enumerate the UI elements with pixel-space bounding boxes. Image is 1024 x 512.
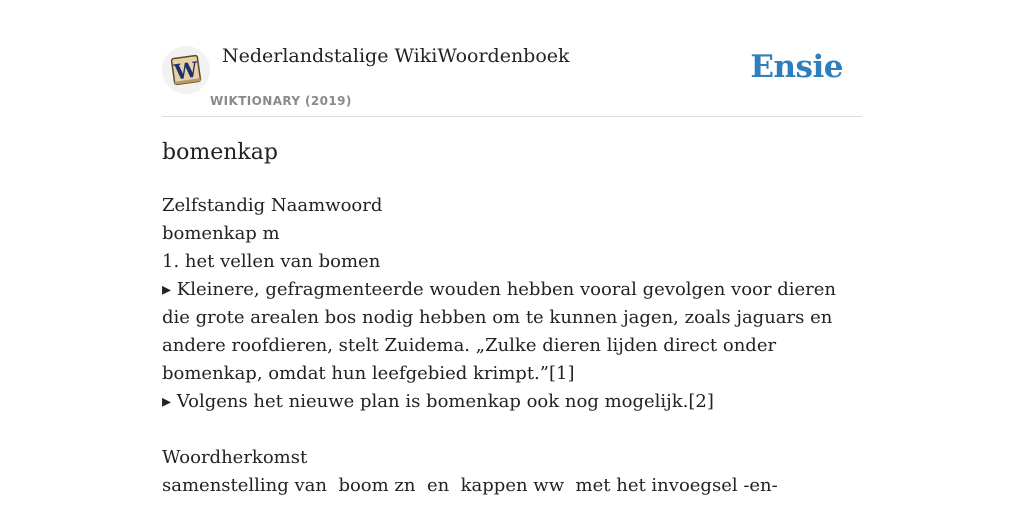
source-name[interactable]: Nederlandstalige WikiWoordenboek <box>222 45 570 67</box>
etymology-text: samenstelling van boom zn en kappen ww met het invoegsel -en- <box>162 475 778 496</box>
entry-title: bomenkap <box>162 140 278 165</box>
entry-body <box>162 192 862 500</box>
logo-letter: W <box>172 56 200 85</box>
page <box>162 0 862 512</box>
wiktionary-logo-icon[interactable] <box>162 46 210 94</box>
headword: bomenkap m <box>162 223 280 244</box>
source-header <box>162 0 862 117</box>
ensie-brand-logo[interactable]: Ensie <box>750 49 843 85</box>
wiktionary-logo-graphic <box>166 50 206 90</box>
example-sentence: ▸ Kleinere, gefragmenteerde wouden hebben vooral gevolgen voor dieren die grote arealen bos nodig hebben om te kunnen jagen, zoals jaguars en andere roofdieren, stelt Zuidema. „Zulke dieren lijden direct onder bomenkap, omdat hun leefgebied krimpt.”[1] <box>162 279 836 384</box>
source-subtitle: WIKTIONARY (2019) <box>210 94 352 108</box>
definition: 1. het vellen van bomen <box>162 251 381 272</box>
part-of-speech-heading: Zelfstandig Naamwoord <box>162 195 383 216</box>
etymology-heading: Woordherkomst <box>162 447 308 468</box>
spacer <box>162 416 862 444</box>
example-sentence: ▸ Volgens het nieuwe plan is bomenkap ook nog mogelijk.[2] <box>162 391 714 412</box>
